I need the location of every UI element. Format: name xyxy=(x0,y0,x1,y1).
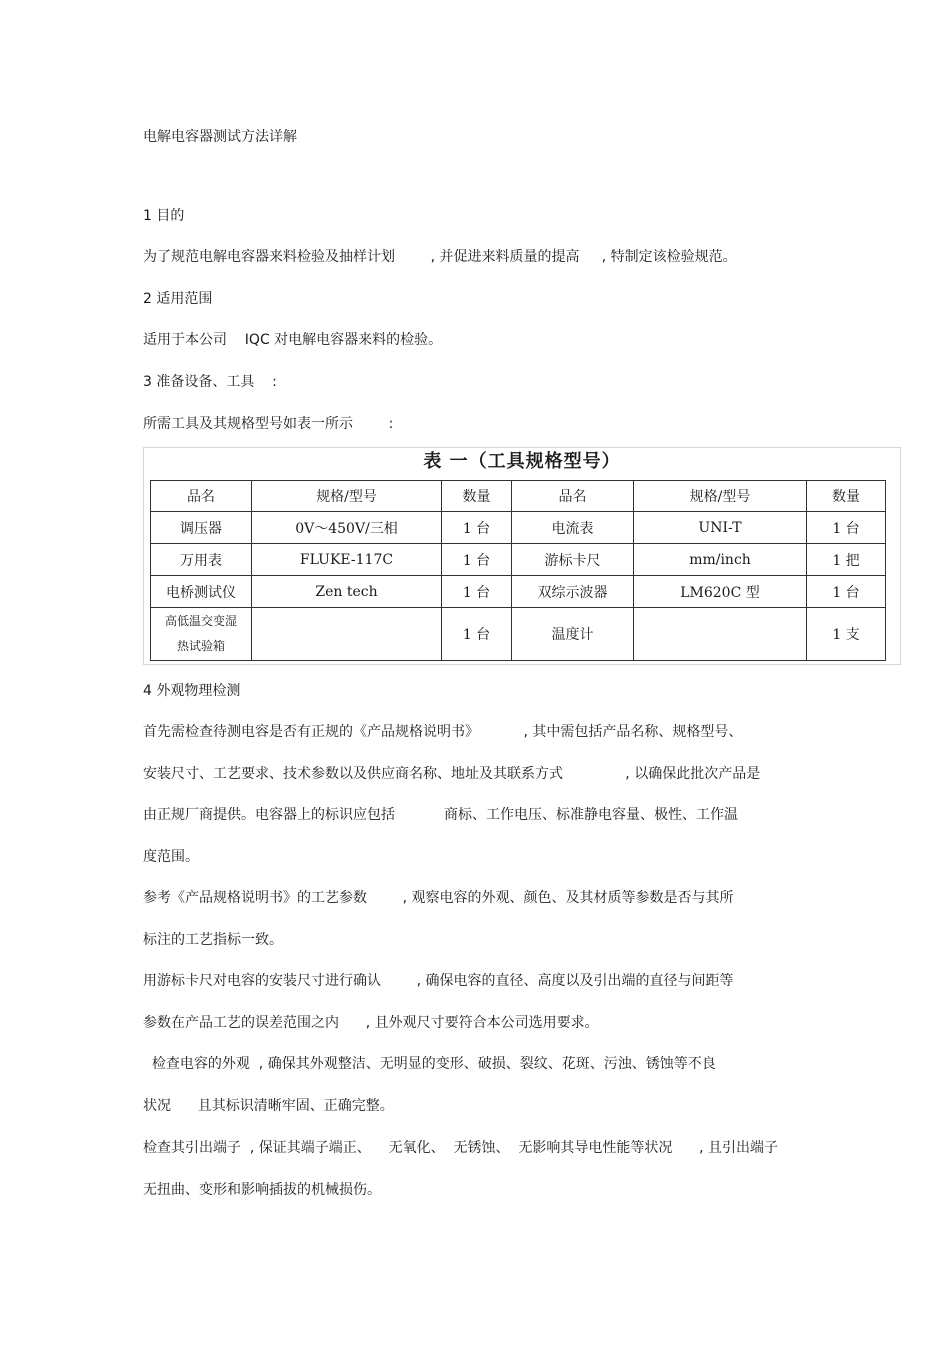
table-header-row xyxy=(151,481,886,512)
table-cell: 1 台 xyxy=(442,512,512,544)
table-cell: UNI-T xyxy=(634,512,807,544)
paragraph-line: 状况 且其标识清晰牢固、正确完整。 xyxy=(143,1098,394,1114)
paragraph-line: 首先需检查待测电容是否有正规的《产品规格说明书》 , 其中需包括产品名称、规格型号、 xyxy=(143,724,743,740)
table-header-cell: 数量 xyxy=(807,481,886,512)
paragraph-line: 检查其引出端子 , 保证其端子端正、 无氧化、 无锈蚀、 无影响其导电性能等状况 , 且引出端子 xyxy=(143,1140,779,1156)
table-cell: 万用表 xyxy=(151,544,252,576)
paragraph-line: 安装尺寸、工艺要求、技术参数以及供应商名称、地址及其联系方式 , 以确保此批次产品是 xyxy=(143,766,761,782)
table-header-cell: 品名 xyxy=(151,481,252,512)
table-cell: 调压器 xyxy=(151,512,252,544)
table-cell: Zen tech xyxy=(252,576,442,608)
table-title: 表 一（工具规格型号） xyxy=(423,451,621,472)
paragraph-line: 检查电容的外观 , 确保其外观整洁、无明显的变形、破损、裂纹、花斑、污浊、锈蚀等不良 xyxy=(143,1056,716,1072)
section-3-heading: 3 准备设备、工具 : xyxy=(143,374,277,390)
paragraph-line: 参考《产品规格说明书》的工艺参数 , 观察电容的外观、颜色、及其材质等参数是否与其所 xyxy=(143,890,734,906)
table-row xyxy=(151,512,886,544)
section-1-heading: 1 目的 xyxy=(143,208,185,224)
table-cell: LM620C 型 xyxy=(634,576,807,608)
paragraph-line: 参数在产品工艺的误差范围之内 , 且外观尺寸要符合本公司选用要求。 xyxy=(143,1015,599,1031)
tools-table-figure xyxy=(143,447,901,665)
table-cell: mm/inch xyxy=(634,544,807,576)
table-cell: 游标卡尺 xyxy=(512,544,634,576)
table-cell: 0V～450V/三相 xyxy=(252,512,442,544)
table-cell: 电流表 xyxy=(512,512,634,544)
table-cell: 1 台 xyxy=(807,576,886,608)
table-row xyxy=(151,544,886,576)
table-cell: 电桥测试仪 xyxy=(151,576,252,608)
table-cell: 1 台 xyxy=(442,576,512,608)
table-cell: 1 台 xyxy=(442,544,512,576)
table-cell: 1 台 xyxy=(807,512,886,544)
table-header-cell: 规格/型号 xyxy=(634,481,807,512)
table-cell: 双综示波器 xyxy=(512,576,634,608)
section-2-body: 适用于本公司 IQC 对电解电容器来料的检验。 xyxy=(143,332,443,348)
table-cell: 1 台 xyxy=(442,608,512,661)
table-header-cell: 规格/型号 xyxy=(252,481,442,512)
table-cell: 1 支 xyxy=(807,608,886,661)
table-cell xyxy=(252,608,442,661)
paragraph-line: 用游标卡尺对电容的安装尺寸进行确认 , 确保电容的直径、高度以及引出端的直径与间距等 xyxy=(143,973,734,989)
paragraph-line: 无扭曲、变形和影响插拔的机械损伤。 xyxy=(143,1182,381,1198)
section-4-heading: 4 外观物理检测 xyxy=(143,683,241,699)
table-cell: 温度计 xyxy=(512,608,634,661)
table-cell xyxy=(151,608,252,661)
section-2-heading: 2 适用范围 xyxy=(143,291,213,307)
tools-table xyxy=(150,480,886,661)
table-row xyxy=(151,576,886,608)
paragraph-line: 由正规厂商提供。电容器上的标识应包括 商标、工作电压、标准静电容量、极性、工作温 xyxy=(143,807,738,823)
paragraph-line: 标注的工艺指标一致。 xyxy=(143,932,283,948)
document-title: 电解电容器测试方法详解 xyxy=(143,129,297,145)
paragraph-line: 度范围。 xyxy=(143,849,199,865)
section-1-body: 为了规范电解电容器来料检验及抽样计划 , 并促进来料质量的提高 , 特制定该检验规范。 xyxy=(143,249,737,265)
section-3-body: 所需工具及其规格型号如表一所示 : xyxy=(143,416,394,432)
table-cell xyxy=(634,608,807,661)
table-cell: FLUKE-117C xyxy=(252,544,442,576)
table-header-cell: 数量 xyxy=(442,481,512,512)
table-header-cell: 品名 xyxy=(512,481,634,512)
table-cell-line: 热试验箱 xyxy=(176,639,225,653)
table-cell: 1 把 xyxy=(807,544,886,576)
table-row xyxy=(151,608,886,661)
table-cell-line: 高低温交变湿 xyxy=(164,614,237,628)
